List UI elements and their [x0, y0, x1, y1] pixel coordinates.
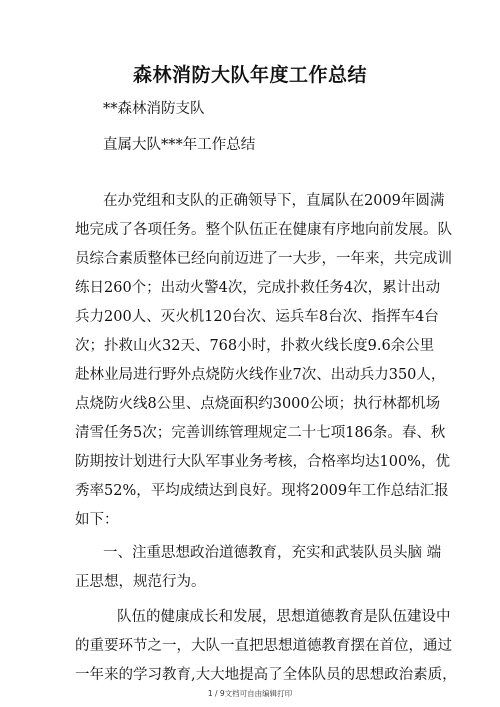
- page-footer: 1 / 9文档可自由编辑打印: [207, 689, 293, 698]
- body-text-line: 员综合素质整体已经向前迈进了一大步，一年来，共完成训: [75, 251, 452, 267]
- body-text-line: 秀率52%，平均成绩达到良好。现将2009年工作总结汇报: [75, 483, 449, 499]
- body-text-line: 在办党组和支队的正确领导下，直属队在2009年圆满: [103, 193, 445, 209]
- body-text-line: 兵力200人、灭火机120台次、运兵车8台次、指挥车4台: [75, 309, 439, 325]
- body-text-line: 防期按计划进行大队军事业务考核，合格率均达100%，优: [75, 454, 450, 470]
- section-heading-line: 正思想，规范行为。: [75, 574, 206, 590]
- body-text-line: 如下：: [75, 512, 119, 528]
- body-text-line: 赴林业局进行野外点烧防火线作业7次、出动兵力350人，: [75, 367, 446, 383]
- unit-name-line: **森林消防支队: [103, 101, 205, 117]
- body-text-line: 练日260个；出动火警4次，完成扑救任务4次，累计出动: [75, 280, 441, 296]
- body-text-line: 次；扑救山火32天、768小时，扑救火线长度9.6余公里: [75, 338, 435, 354]
- section-heading-line: 一、注重思想政治道德教育，充实和武装队员头脑 端: [103, 545, 442, 561]
- body-text-line: 队伍的健康成长和发展，思想道德教育是队伍建设中: [117, 609, 451, 625]
- body-text-line: 的重要环节之一，大队一直把思想道德教育摆在首位，通过: [75, 638, 452, 654]
- body-text-line: 地完成了各项任务。整个队伍正在健康有序地向前发展。队: [75, 222, 452, 238]
- body-text-line: 一年来的学习教育,大大地提高了全体队员的思想政治素质，: [75, 667, 457, 683]
- report-subtitle-line: 直属大队***年工作总结: [103, 137, 256, 153]
- document-title: 森林消防大队年度工作总结: [132, 64, 367, 86]
- body-text-line: 清雪任务5次；完善训练管理规定二十七项186条。春、秋: [75, 425, 446, 441]
- body-text-line: 点烧防火线8公里、点烧面积约3000公顷；执行林都机场: [75, 396, 441, 412]
